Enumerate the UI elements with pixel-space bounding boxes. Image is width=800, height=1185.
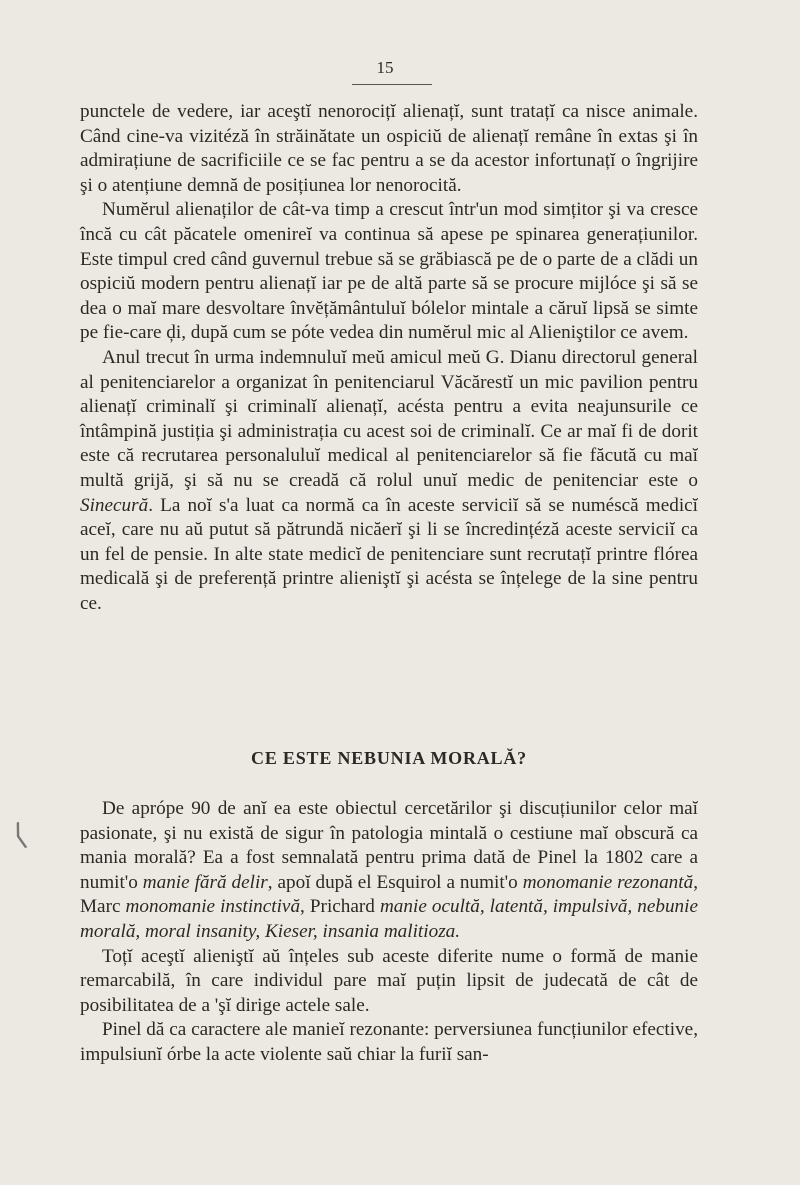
p4-italic-2: monomanie rezonantă (522, 871, 694, 893)
section-heading: CE ESTE NEBUNIA MORALĂ? (251, 748, 527, 768)
p4-italic-4: manie ocultă, latentă, impulsivă, nebunie morală, moral insanity, Kieser, insania malitioza. (80, 896, 698, 942)
paragraph-4 (80, 797, 698, 945)
paragraph-3-part-a: Anul trecut în urma indemnuluĭ meŭ amicul meŭ G. Dianu directorul general al penitenciarelor a organizat în penitenciarul Văcărestĭ un mic pavilion pentru alienațĭ criminalĭ şi criminalĭ alienațĭ, acésta pentru a evita neajunsurile ce întâmpină justiția şi administrația cu acest soi de criminalĭ. Ce ar maĭ fi de dorit este că recrutarea personaluluĭ medical al penitenciarelor să fie făcută cu maĭ multă grijă, şi să nu se creadă că rolul unuĭ medic de penitenciar este o (80, 346, 698, 491)
paragraph-3-part-b: . La noĭ s'a luat ca normă ca în aceste serviciĭ să se numéscă medicĭ aceĭ, care nu aŭ putut să pătrundă nicăerĭ şi li se încredințéză aceste serviciĭ ca un fel de pensie. In alte state medicĭ de penitenciare sunt recrutațĭ printre flórea medicală şi de preferență printre alieniştĭ şi acésta se înțelege de la sine pentru ce. (80, 494, 698, 614)
p4-text-c: , Marc (80, 871, 698, 918)
paragraph-2: Numĕrul alienaților de cât-va timp a crescut într'un mod simțitor şi va cresce încă cu cât păcatele omenireĭ va continua să apese pe spinarea generațiunilor. Este timpul cred când guvernul trebue să se grăbiască pe de o parte de a clădi un ospiciŭ modern pentru alienațĭ iar pe de altă parte să se procure mijlóce şi să se dea o maĭ mare desvoltare învĕțământuluĭ bólelor mintale a căruĭ lipsă se simte pe fie-care ḑi, după cum se póte vedea din numĕrul mic al Alieniştilor ce avem. (80, 199, 698, 344)
page-number: 15 (376, 58, 394, 77)
text-block-top (80, 100, 698, 616)
p4-text-a: De aprópe 90 de anĭ ea este obiectul cercetărilor şi discuțiunilor celor maĭ pasionate, şi nu există de sigur în patologia mintală o cestiune maĭ obscură ca mania morală? Ea a fost semnalată pentru prima dată de Pinel la 1802 care a numit'o (80, 798, 698, 893)
header-rule (352, 84, 432, 85)
paragraph-5: Toțĭ aceştĭ alieniştĭ aŭ înțeles sub aceste diferite nume o formă de manie remarcabilă, în care individul pare maĭ puțin lipsit de judecată de cât de posibilitatea de a 'şĭ dirige actele sale. (80, 945, 698, 1016)
text-block-bottom (80, 797, 698, 1068)
p4-italic-3: monomanie instinctivă (125, 896, 301, 918)
paragraph-3-italic: Sinecură (80, 494, 149, 516)
p4-text-d: , Prichard (300, 896, 380, 918)
paragraph-3 (80, 346, 698, 617)
margin-mark: ⟨ (9, 817, 31, 854)
p4-text-b: , apoĭ după el Esquirol a numit'o (267, 871, 523, 893)
p4-italic-1: manie fără delir (142, 871, 268, 893)
paragraph-1: punctele de vedere, iar aceştĭ nenorocițĭ alienațĭ, sunt tratațĭ ca nisce animale. Când cine-va vizitéză în străinătate un ospiciŭ de alienațĭ remâne în extas şi în admirațiune de sacrificiile ce se fac pentru a se da acestor infortunațĭ o îngrijire şi o atențiune demnă de posițiunea lor nenorocită. (80, 101, 698, 196)
paragraph-6: Pinel dă ca caractere ale manieĭ rezonante: perversiunea funcțiunilor efective, impulsiunĭ órbe la acte violente saŭ chiar la furiĭ san- (80, 1019, 698, 1065)
